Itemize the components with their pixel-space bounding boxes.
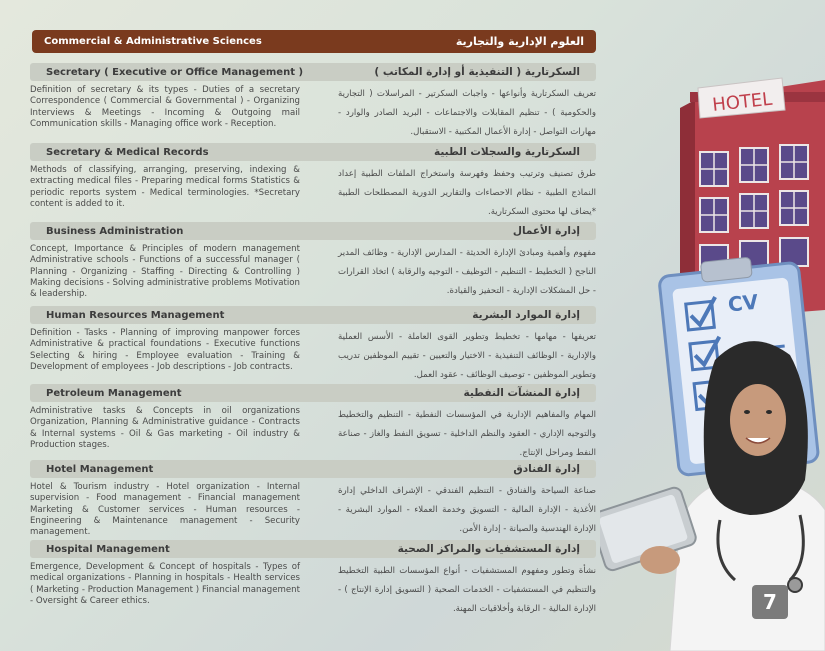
illustration xyxy=(600,60,825,651)
section-title-ar: إدارة المستشفيات والمراكز الصحية xyxy=(397,543,580,555)
section-secretary xyxy=(30,63,596,141)
section-title-bar xyxy=(30,384,596,402)
page-header-bar xyxy=(32,30,596,53)
section-business-administration xyxy=(30,222,596,300)
section-title-en: Petroleum Management xyxy=(46,387,182,399)
hotel-sign-text: HOTEL xyxy=(711,88,774,116)
section-text-en: Administrative tasks & Concepts in oil organizations Organization, Planning & Administrative guidance - Contracts & Internal systems - Oil & Gas marketing - Oil industry & Production stages. xyxy=(30,406,300,450)
section-text-en: Emergence, Development & Concept of hospitals - Types of medical organizations - Planning in hospitals - Health services ( Marketing - Production Management ) Financial management - Oversight & Career ethics. xyxy=(30,562,300,606)
section-title-ar: إدارة الموارد البشرية xyxy=(472,309,580,321)
section-text-ar: نشأة وتطور ومفهوم المستشفيات - أنواع المؤسسات الطبية التخطيط والتنظيم في المستشفيات - الخدمات الصحية ( التسويق إدارة الإنتاج ) - الإدارة المالية - الرقابة وأخلاقيات المهنة. xyxy=(338,566,596,614)
section-title-ar: إدارة الفنادق xyxy=(513,463,580,475)
section-title-en: Hospital Management xyxy=(46,543,170,555)
section-title-ar: إدارة الأعمال xyxy=(512,225,580,237)
section-human-resources xyxy=(30,306,596,384)
section-title-en: Business Administration xyxy=(46,225,184,237)
section-title-en: Secretary & Medical Records xyxy=(46,146,209,158)
section-title-ar: السكرتارية ( التنفيذية أو إدارة المكاتب ) xyxy=(374,66,580,78)
section-title-bar xyxy=(30,540,596,558)
header-title-ar: العلوم الإدارية والتجارية xyxy=(455,35,584,48)
section-text-ar: المهام والمفاهيم الإدارية في المؤسسات النفطية - التنظيم والتخطيط والتوجيه الإداري - العقود والنظم الداخلية - تسويق النفط والغاز - صناعة النفط ومراحل الإنتاج. xyxy=(338,410,596,458)
section-title-ar: إدارة المنشآت النفطية xyxy=(463,387,580,399)
woman-figure xyxy=(600,341,825,651)
section-text-ar: مفهوم وأهمية ومبادئ الإدارة الحديثة - المدارس الإدارية - وظائف المدير الناجح ( التخطيط - التنظيم - التوظيف - التوجيه والرقابة ) اتخاذ القرارات - حل المشكلات الإدارية - التحفيز والقيادة. xyxy=(338,248,596,296)
cv-label: CV xyxy=(726,289,760,317)
section-title-bar xyxy=(30,143,596,161)
section-hospital xyxy=(30,540,596,618)
section-title-ar: السكرتارية والسجلات الطبية xyxy=(434,146,580,158)
section-text-ar: تعريف السكرتارية وأنواعها - واجبات السكرتير - المراسلات ( التجارية والحكومية ) - تنظيم المقابلات والاجتماعات - البريد الصادر والوارد - مهارات التواصل - إدارة الأعمال المكتبية - الاستقبال. xyxy=(338,89,596,137)
section-text-en: Definition of secretary & its types - Duties of a secretary Correspondence ( Commercial & Governmental ) - Organizing Interviews & Meetings - Incoming & Outgoing mail Communication skills - Managing office work - Reception. xyxy=(30,85,300,129)
section-text-ar: تعريفها - مهامها - تخطيط وتطوير القوى العاملة - الأسس العملية والإدارية - الوظائف التنفيذية - الاختيار والتعيين - تقييم الموظفين تدريب وتطوير الموظفين - توصيف الوظائف - عقود العمل. xyxy=(338,332,596,380)
section-title-en: Secretary ( Executive or Office Management ) xyxy=(46,66,304,78)
section-title-bar xyxy=(30,222,596,240)
section-title-bar xyxy=(30,460,596,478)
section-title-en: Human Resources Management xyxy=(46,309,225,321)
section-medical-records xyxy=(30,143,596,221)
section-text-en: Hotel & Tourism industry - Hotel organization - Internal supervision - Food management - Financial management Marketing & Customer services - Human resources - Engineering & Maintenance management - Security management. xyxy=(30,482,300,538)
section-text-ar: طرق تصنيف وترتيب وحفظ وفهرسة واستخراج الملفات الطبية إعداد النماذج الطبية - نظام الاحصاءات والتقارير الدورية المصطلحات الطبية *يضاف لها محتوى السكرتارية. xyxy=(338,169,596,217)
section-title-en: Hotel Management xyxy=(46,463,154,475)
header-title-en: Commercial & Administrative Sciences xyxy=(44,36,262,47)
section-title-bar xyxy=(30,306,596,324)
section-text-en: Definition - Tasks - Planning of improving manpower forces Administrative & practical foundations - Executive functions Selecting & hiring - Employee evaluation - Training & Development of employees - Job descriptions - Job contracts. xyxy=(30,328,300,372)
section-text-en: Concept, Importance & Principles of modern management Administrative schools - Functions of a successful manager ( Planning - Organizing - Staffing - Directing & Controlling ) Making decisions - Solving administrative problems Motivation & leadership. xyxy=(30,244,300,300)
section-title-bar xyxy=(30,63,596,81)
section-petroleum xyxy=(30,384,596,462)
section-hotel xyxy=(30,460,596,538)
section-text-en: Methods of classifying, arranging, preserving, indexing & extracting medical files - Preparing medical forms Statistics & periodic reports system - Medical terminologies. *Secretary content is added to it. xyxy=(30,165,300,209)
section-text-ar: صناعة السياحة والفنادق - التنظيم الفندقي - الإشراف الداخلي إدارة الأغذية - الإدارة المالية - التسويق وخدمة العملاء - الموارد البشرية - الإدارة الهندسية والصيانة - إدارة الأمن. xyxy=(338,486,596,534)
page-number: 7 xyxy=(752,585,788,619)
